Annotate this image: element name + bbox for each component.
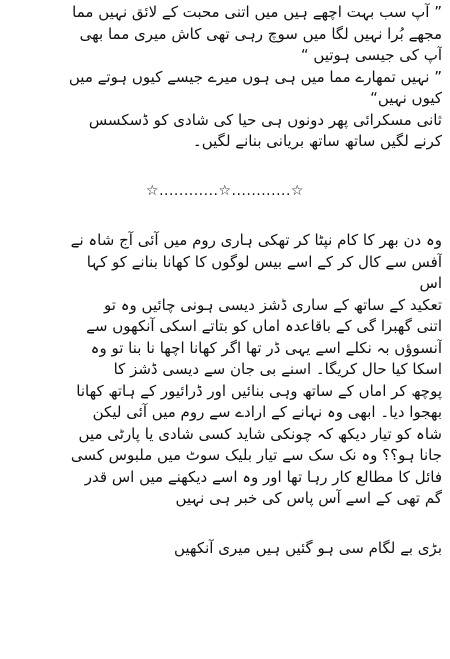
closing-paragraph [8,538,442,560]
text-line: بڑی بے لگام سی ہو گئیں ہیں میری آنکھیں [173,538,442,557]
text-line: ” آپ سب بہت اچھے ہیں میں اتنی محبت کے لائق نہیں مما [72,3,442,21]
text-line: کرنے لگیں ساتھ ساتھ بریانی بنانے لگیں۔ [192,132,442,150]
text-line: اسکا کیا حال کریگا۔ اسنے بی جان سے دیسی ڈشز کا [113,360,442,378]
text-line: اس [419,274,442,292]
text-line: فائل کا مطالع کار رہا تھا اور وہ اسے دیکھنے میں اس قدر [84,467,442,486]
text-line: وہ دن بھر کا کام نپٹا کر تھکی ہاری روم میں آئی آج شاہ نے [70,231,442,249]
document-page [8,2,442,559]
text-line: اتنی گھبرا گی کے باقاعدہ اماں کو بتاتے اسکی آنکھوں سے [86,317,442,335]
text-line: مجھے بُرا نہیں لگا میں سوچ رہی تھی کاش میری مما بھی [79,24,442,43]
narrative-paragraph [8,230,442,510]
dialogue-paragraph [8,2,442,153]
scene-separator: ☆............☆............☆ [146,182,304,199]
spacer [8,202,442,230]
text-line: ” نہیں تمھارے مما میں ہی ہوں میرے جیسے کیوں ہوتے میں [68,67,442,86]
text-line: گم تھی کے اسے آس پاس کی خبر ہی نہیں [175,489,442,507]
spacer [8,153,442,181]
text-line: آپ کی جیسی ہوتیں “ [300,46,442,64]
text-line: کیوں نہیں“ [370,89,442,107]
spacer [8,510,442,538]
text-line: آفس سے کال کر کے اسے بیس لوگوں کا کھانا بنانے کو کہا [86,252,442,271]
text-line: شاہ کو تیار دیکھ کہ چونکی شاید کسی شادی یا پارٹی میں [78,424,442,443]
text-line: آنسوؤں بہ نکلے اسے یہی ڈر تھا اگر کھانا اچھا نا بنا تو وہ [90,338,442,357]
text-line: پوچھ کر اماں کے ساتھ وہی بنائیں اور ڈرائیور کے ہاتھ کھانا [76,381,442,400]
text-line: ثانی مسکرائی پھر دونوں ہی حیا کی شادی کو ڈسکسس [88,110,442,129]
text-line: جانا ہو؟؟ وہ نک سک سے تیار بلیک سوٹ میں ملبوس کسی [70,446,442,464]
text-line: بھجوا دیا۔ ابھی وہ نہانے کے ارادے سے روم میں آئی لیکن [92,403,442,421]
text-line: تعکید کے ساتھ کے ساری ڈشز دیسی ہونی چائیں وہ تو [104,295,442,314]
